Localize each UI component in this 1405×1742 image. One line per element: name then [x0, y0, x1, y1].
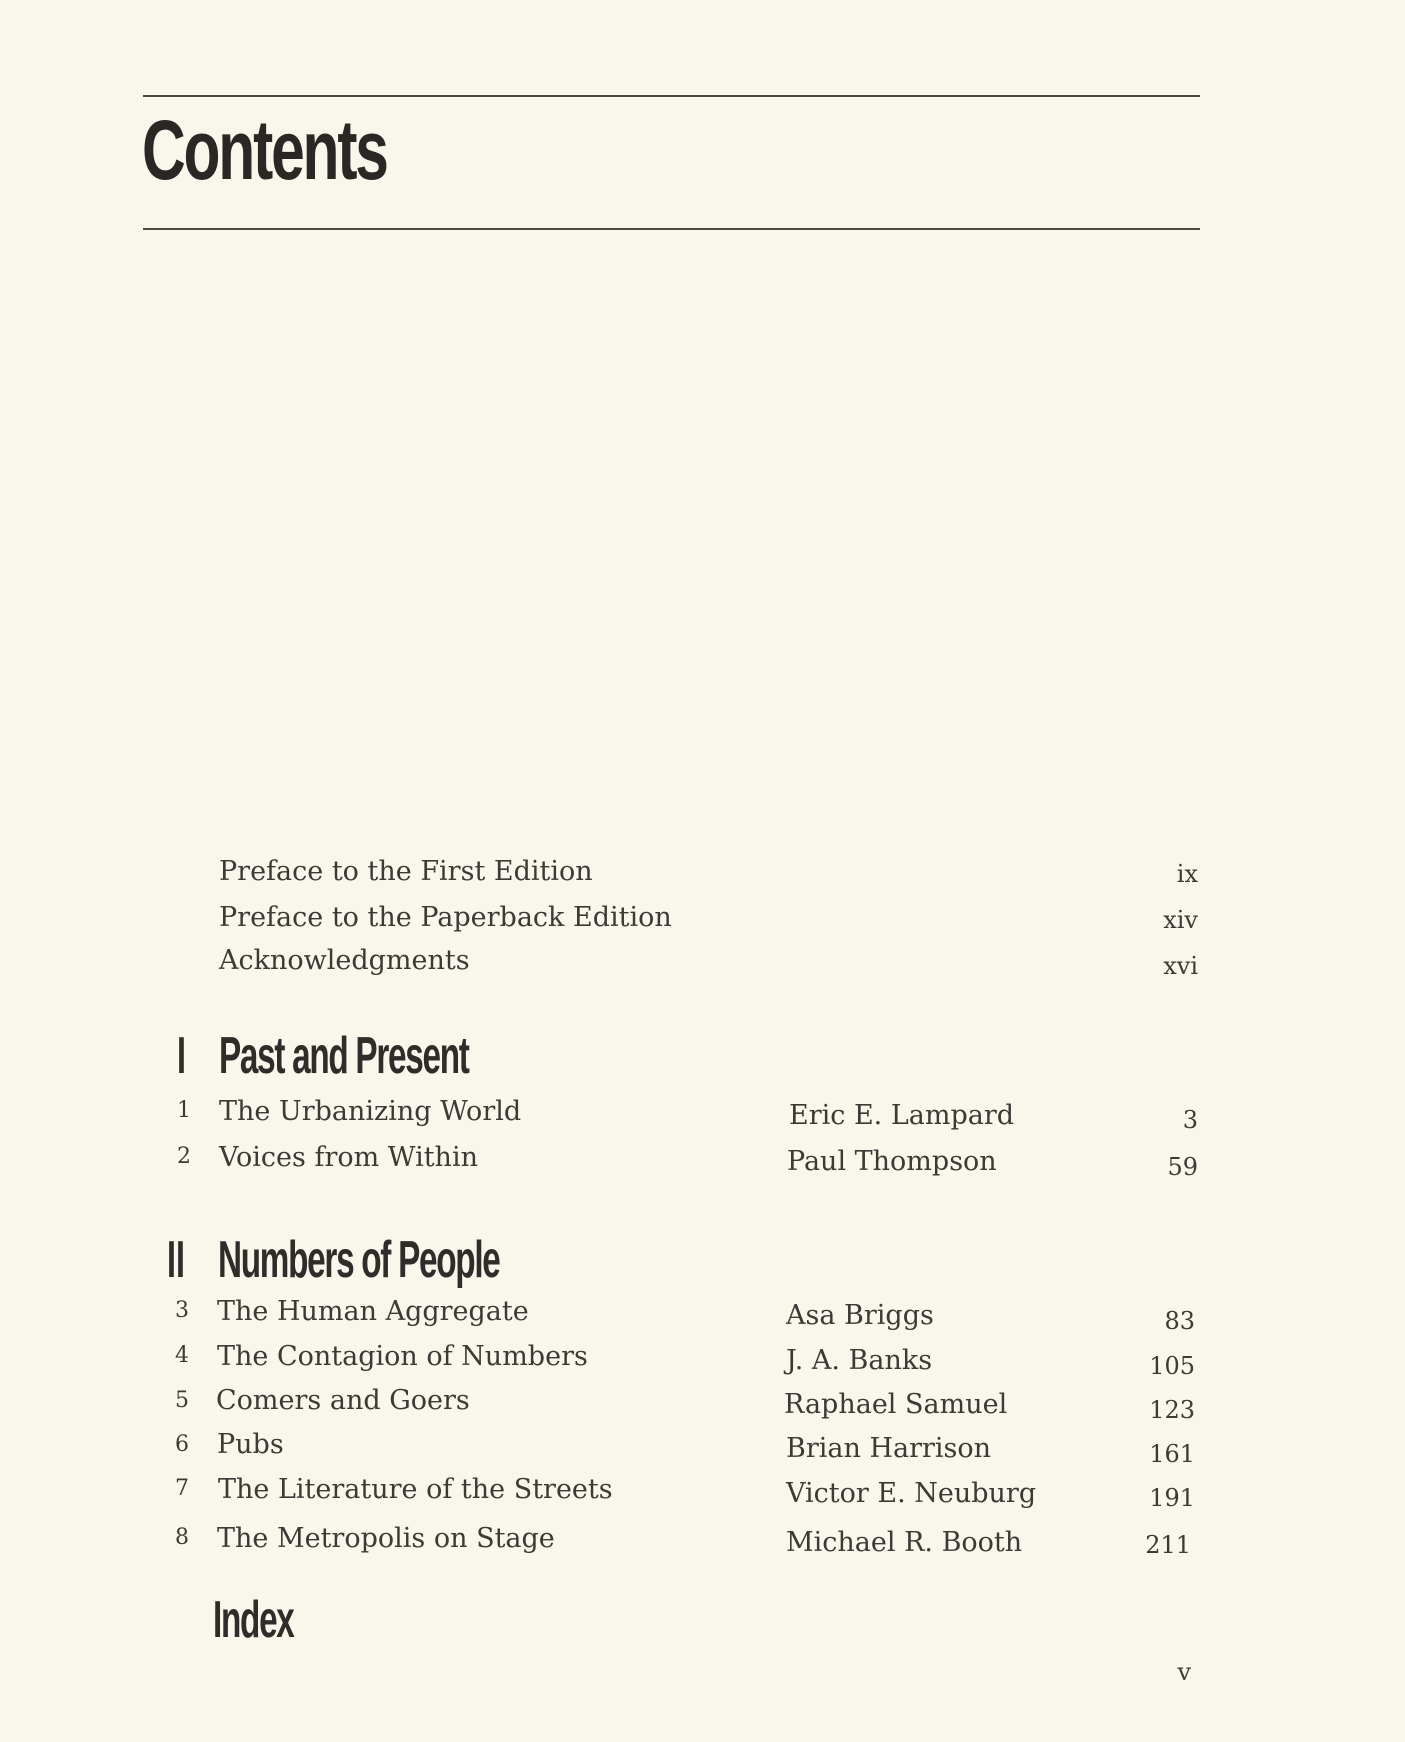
front-matter-page: xvi	[1163, 952, 1198, 980]
chapter-author: J. A. Banks	[786, 1345, 933, 1376]
chapter-page: 211	[1145, 1531, 1191, 1559]
chapter-title: Comers and Goers	[216, 1385, 470, 1416]
chapter-page: 191	[1149, 1484, 1195, 1512]
chapter-author: Brian Harrison	[786, 1433, 992, 1464]
front-matter-title: Acknowledgments	[219, 945, 470, 976]
chapter-page: 59	[1167, 1153, 1198, 1181]
chapter-page: 161	[1149, 1440, 1195, 1468]
chapter-title: The Contagion of Numbers	[217, 1341, 588, 1372]
front-matter-title: Preface to the Paperback Edition	[219, 902, 672, 933]
front-matter-page: ix	[1176, 860, 1198, 888]
index-heading: Index	[213, 1591, 294, 1649]
chapter-author: Paul Thompson	[787, 1146, 997, 1177]
chapter-number: 1	[177, 1098, 191, 1123]
chapter-author: Eric E. Lampard	[789, 1100, 1015, 1131]
chapter-number: 7	[175, 1476, 189, 1501]
chapter-author: Raphael Samuel	[784, 1389, 1008, 1420]
chapter-author: Michael R. Booth	[786, 1527, 1023, 1558]
part-heading: Numbers of People	[218, 1231, 500, 1289]
chapter-author: Asa Briggs	[786, 1300, 934, 1331]
page-title: Contents	[142, 103, 387, 197]
chapter-title: The Metropolis on Stage	[217, 1523, 555, 1554]
chapter-title: The Literature of the Streets	[218, 1474, 613, 1505]
chapter-title: Voices from Within	[219, 1142, 478, 1173]
chapter-page: 105	[1149, 1352, 1195, 1380]
front-matter-page: xiv	[1163, 906, 1198, 934]
front-matter-title: Preface to the First Edition	[219, 856, 593, 887]
part-numeral: I	[177, 1027, 186, 1085]
chapter-number: 2	[177, 1144, 191, 1169]
chapter-page: 123	[1149, 1396, 1195, 1424]
chapter-title: The Urbanizing World	[219, 1096, 522, 1127]
chapter-number: 6	[175, 1432, 189, 1457]
chapter-number: 3	[175, 1298, 189, 1323]
chapter-page: 3	[1182, 1106, 1198, 1134]
part-numeral: II	[167, 1231, 185, 1289]
chapter-title: The Human Aggregate	[217, 1296, 529, 1327]
chapter-number: 4	[175, 1343, 189, 1368]
chapter-author: Victor E. Neuburg	[786, 1478, 1037, 1509]
chapter-number: 8	[175, 1525, 189, 1550]
part-heading: Past and Present	[219, 1027, 469, 1085]
top-rule	[143, 95, 1200, 97]
page-folio: v	[1177, 1658, 1191, 1686]
chapter-number: 5	[175, 1388, 189, 1413]
title-bottom-rule	[143, 228, 1200, 230]
chapter-title: Pubs	[217, 1429, 284, 1460]
chapter-page: 83	[1164, 1307, 1195, 1335]
